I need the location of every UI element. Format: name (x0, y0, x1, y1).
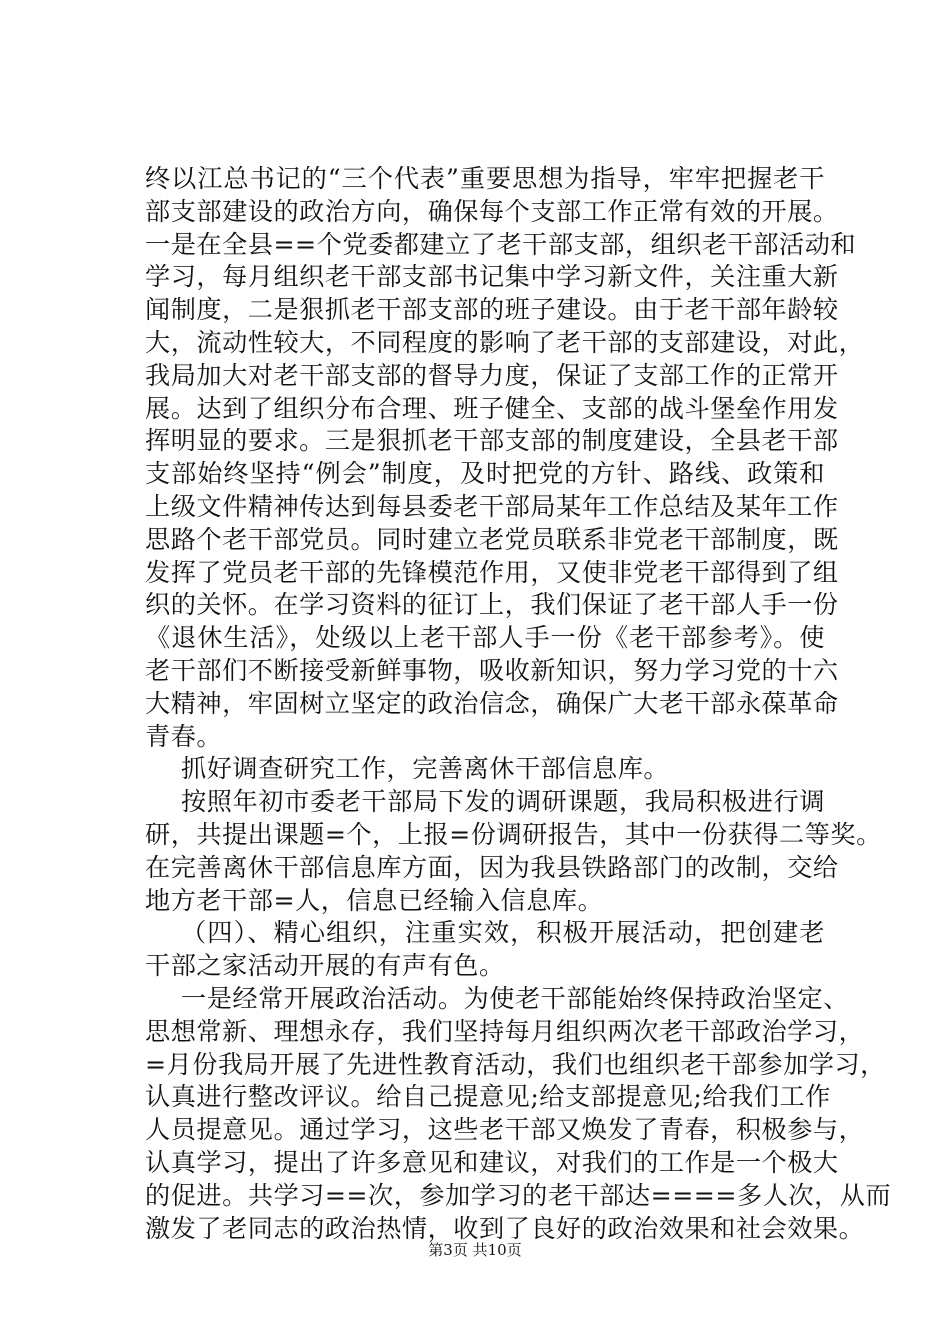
text-line: 一是在全县==个党委都建立了老干部支部，组织老干部活动和 (145, 229, 857, 259)
text-line: 的促进。共学习==次，参加学习的老干部达====多人次，从而 (145, 1180, 892, 1210)
text-line: 大，流动性较大，不同程度的影响了老干部的支部建设，对此， (145, 327, 865, 357)
text-line: 研，共提出课题=个，上报=份调研报告，其中一份获得二等奖。 (145, 819, 882, 849)
text-line: 思路个老干部党员。同时建立老党员联系非党老干部制度，既 (145, 524, 839, 554)
text-line: 闻制度，二是狠抓老干部支部的班子建设。由于老干部年龄较 (145, 295, 839, 325)
text-line: 展。达到了组织分布合理、班子健全、支部的战斗堡垒作用发 (145, 393, 839, 423)
text-line: 学习，每月组织老干部支部书记集中学习新文件，关注重大新 (145, 262, 839, 292)
text-line: 人员提意见。通过学习，这些老干部又焕发了青春，积极参与， (145, 1115, 865, 1145)
text-line: 《退休生活》，处级以上老干部人手一份《老干部参考》。使 (145, 623, 825, 653)
text-line: =月份我局开展了先进性教育活动，我们也组织老干部参加学习， (145, 1049, 886, 1079)
text-line: 支部始终坚持“例会”制度，及时把党的方针、路线、政策和 (145, 459, 825, 489)
text-line: 在完善离休干部信息库方面，因为我县铁路部门的改制，交给 (145, 852, 839, 882)
text-line: 部支部建设的政治方向，确保每个支部工作正常有效的开展。 (145, 196, 839, 226)
text-line: 终以江总书记的“三个代表”重要思想为指导，牢牢把握老干 (145, 164, 825, 193)
text-line: 织的关怀。在学习资料的征订上，我们保证了老干部人手一份 (145, 590, 839, 620)
text-line: 按照年初市委老干部局下发的调研课题，我局积极进行调 (181, 787, 825, 817)
text-line: 一是经常开展政治活动。为使老干部能始终保持政治坚定、 (181, 983, 849, 1013)
text-line: 认真学习，提出了许多意见和建议，对我们的工作是一个极大 (145, 1147, 839, 1177)
text-line: 大精神，牢固树立坚定的政治信念，确保广大老干部永葆革命 (145, 688, 839, 718)
text-line: 抓好调查研究工作，完善离休干部信息库。 (181, 754, 670, 784)
body-text (145, 163, 892, 1245)
page-footer: 第3页 共10页 (428, 1241, 522, 1259)
text-line: 发挥了党员老干部的先锋模范作用，又使非党老干部得到了组 (145, 557, 839, 587)
text-line: 思想常新、理想永存，我们坚持每月组织两次老干部政治学习， (145, 1016, 865, 1046)
text-line: 我局加大对老干部支部的督导力度，保证了支部工作的正常开 (145, 360, 839, 390)
text-line: 挥明显的要求。三是狠抓老干部支部的制度建设，全县老干部 (145, 426, 839, 456)
text-line: 干部之家活动开展的有声有色。 (145, 951, 505, 981)
text-line: 激发了老同志的政治热情，收到了良好的政治效果和社会效果。 (145, 1213, 865, 1243)
text-line: 认真进行整改评议。给自己提意见;给支部提意见;给我们工作 (145, 1082, 831, 1112)
text-line: 老干部们不断接受新鲜事物，吸收新知识，努力学习党的十六 (145, 655, 839, 685)
text-line: （四）、精心组织，注重实效，积极开展活动，把创建老 (181, 918, 825, 948)
text-line: 地方老干部=人，信息已经输入信息库。 (145, 885, 604, 915)
text-line: 上级文件精神传达到每县委老干部局某年工作总结及某年工作 (145, 491, 839, 521)
text-line: 青春。 (145, 721, 223, 751)
